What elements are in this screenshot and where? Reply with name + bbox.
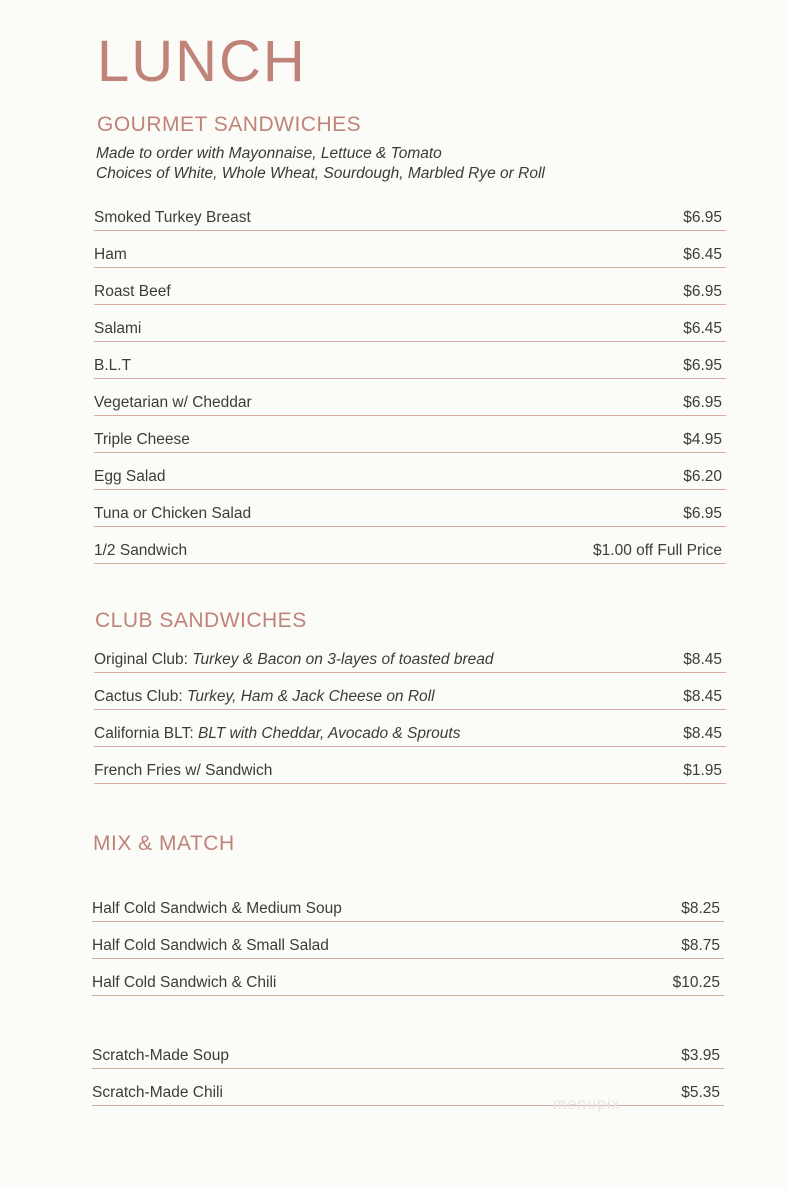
item-name: Original Club:: [94, 651, 193, 668]
item-price: $6.95: [683, 283, 722, 300]
item-name: B.L.T: [94, 357, 132, 374]
item-name: 1/2 Sandwich: [94, 542, 188, 559]
menu-item: [94, 537, 726, 564]
item-description: Turkey, Ham & Jack Cheese on Roll: [187, 688, 435, 705]
item-name: California BLT:: [94, 725, 198, 742]
item-price: $8.45: [683, 725, 722, 742]
menu-item: [94, 352, 726, 379]
item-price: $8.25: [681, 900, 720, 917]
item-name: Roast Beef: [94, 283, 171, 300]
item-name: Tuna or Chicken Salad: [94, 505, 252, 522]
menu-item: [94, 278, 726, 305]
item-price: $6.95: [683, 209, 722, 226]
menu-item: [92, 895, 724, 922]
item-price: $1.95: [683, 762, 722, 779]
club-heading: CLUB SANDWICHES: [95, 609, 307, 632]
watermark: menupix: [553, 1096, 621, 1113]
item-name: Ham: [94, 246, 127, 263]
item-name: Cactus Club:: [94, 688, 188, 705]
item-price: $3.95: [681, 1047, 720, 1064]
menu-item: [94, 241, 726, 268]
item-price: $6.95: [683, 357, 722, 374]
item-price: $6.45: [683, 320, 722, 337]
item-price: $6.45: [683, 246, 722, 263]
item-price: $5.35: [681, 1084, 720, 1101]
item-name: Vegetarian w/ Cheddar: [94, 394, 252, 411]
item-name: Egg Salad: [94, 468, 166, 485]
item-price: $8.45: [683, 688, 722, 705]
item-name: Half Cold Sandwich & Chili: [92, 974, 277, 991]
menu-item: [94, 204, 726, 231]
menu-title: LUNCH: [97, 29, 307, 94]
item-price: $10.25: [672, 974, 720, 991]
menu-item: [94, 463, 726, 490]
item-price: $6.95: [683, 505, 722, 522]
mix-heading: MIX & MATCH: [93, 832, 235, 855]
item-price: $8.75: [681, 937, 720, 954]
menu-item: [94, 683, 726, 710]
item-name: Smoked Turkey Breast: [94, 209, 251, 226]
item-name: French Fries w/ Sandwich: [94, 762, 273, 779]
item-name: Scratch-Made Soup: [92, 1047, 229, 1064]
menu-item: [92, 1042, 724, 1069]
menu-item: [94, 646, 726, 673]
item-name: Salami: [94, 320, 142, 337]
gourmet-description-2: Choices of White, Whole Wheat, Sourdough, Marbled Rye or Roll: [96, 165, 545, 182]
item-price: $6.20: [683, 468, 722, 485]
item-price: $6.95: [683, 394, 722, 411]
item-name: Half Cold Sandwich & Small Salad: [92, 937, 329, 954]
menu-item: [92, 1079, 724, 1106]
menu-item: [94, 315, 726, 342]
item-price: $4.95: [683, 431, 722, 448]
item-price: $1.00 off Full Price: [593, 542, 722, 559]
menu-item: [92, 969, 724, 996]
menu-item: [94, 757, 726, 784]
item-description: Turkey & Bacon on 3-layes of toasted bread: [192, 651, 494, 668]
item-name: Half Cold Sandwich & Medium Soup: [92, 900, 342, 917]
item-price: $8.45: [683, 651, 722, 668]
gourmet-description-1: Made to order with Mayonnaise, Lettuce & Tomato: [96, 145, 442, 162]
menu-item: [94, 389, 726, 416]
item-description: BLT with Cheddar, Avocado & Sprouts: [197, 725, 461, 742]
item-name: Scratch-Made Chili: [92, 1084, 223, 1101]
menu-item: [94, 500, 726, 527]
menu-item: [92, 932, 724, 959]
item-name: Triple Cheese: [94, 431, 190, 448]
gourmet-heading: GOURMET SANDWICHES: [97, 113, 362, 136]
menu-item: [94, 426, 726, 453]
menu-item: [94, 720, 726, 747]
